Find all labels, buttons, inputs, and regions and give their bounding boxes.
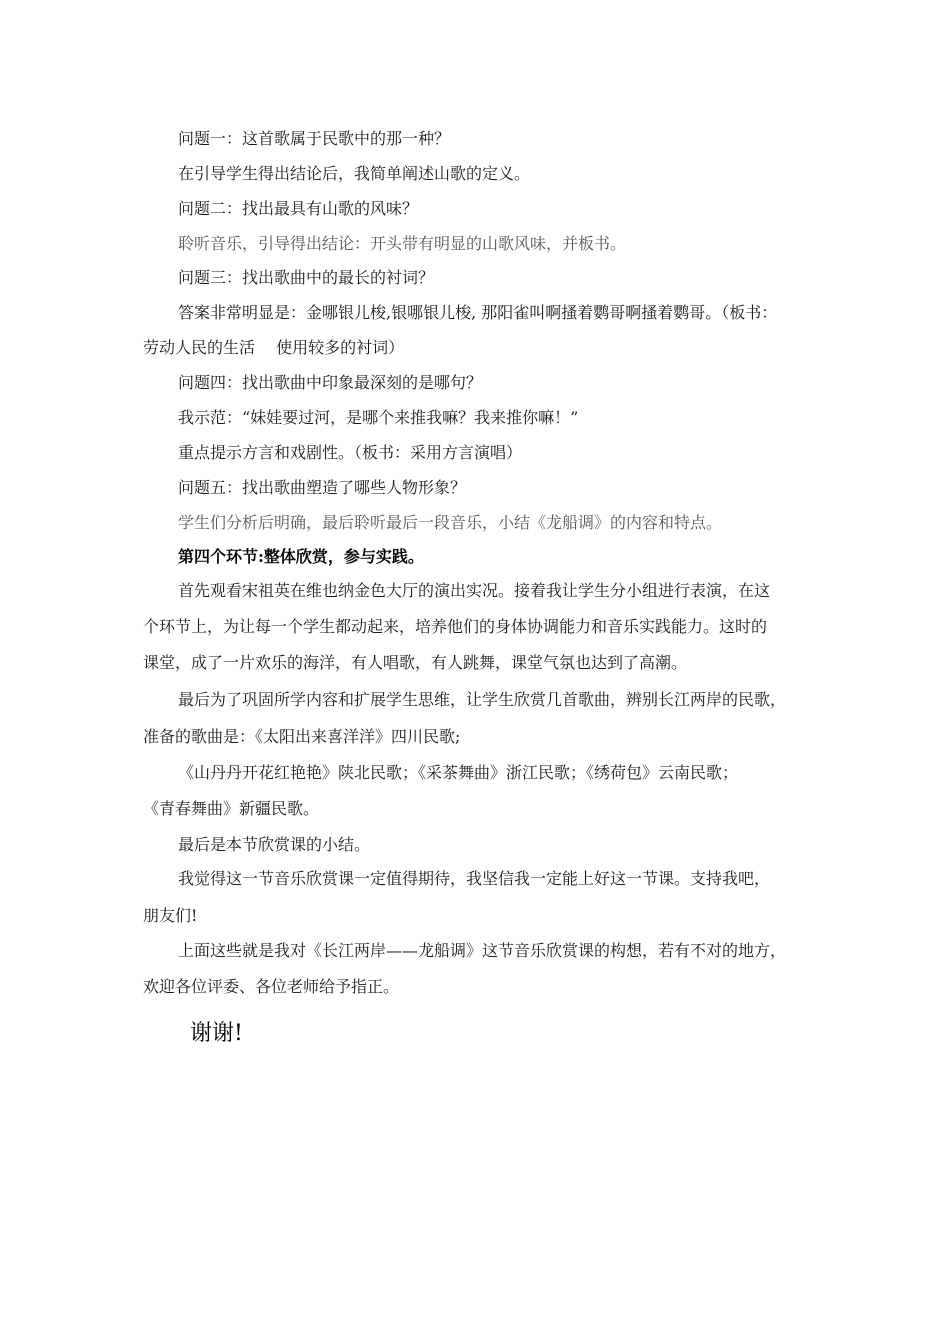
- paragraph-line: 欢迎各位评委、各位老师给予指正。: [143, 977, 400, 996]
- paragraph-line: 朋友们!: [143, 906, 198, 925]
- paragraph-line: 《青春舞曲》新疆民歌。: [143, 799, 320, 818]
- question-2: 问题二：找出最具有山歌的风味？: [178, 199, 419, 218]
- paragraph-line: 最后是本节欣赏课的小结。: [178, 835, 371, 854]
- question-4: 问题四：找出歌曲中印象最深刻的是哪句？: [178, 373, 483, 392]
- section-heading: 第四个环节:整体欣赏，参与实践。: [178, 547, 424, 566]
- paragraph-line: 《山丹丹开花红艳艳》陕北民歌；《采茶舞曲》浙江民歌；《绣荷包》云南民歌；: [178, 763, 739, 782]
- paragraph-line: 个环节上，为让每一个学生都动起来，培养他们的身体协调能力和音乐实践能力。这时的: [143, 617, 768, 636]
- closing-thanks: 谢谢!: [190, 1021, 243, 1046]
- paragraph-line: 重点提示方言和戏剧性。（板书：采用方言演唱）: [178, 443, 523, 462]
- paragraph-line: 我示范：“妹娃要过河，是哪个来推我嘛？我来推你嘛！”: [178, 408, 579, 427]
- paragraph-line: 最后为了巩固所学内容和扩展学生思维，让学生欣赏几首歌曲，辨别长江两岸的民歌，: [178, 690, 787, 709]
- paragraph-line: 上面这些就是我对《长江两岸——龙船调》这节音乐欣赏课的构想，若有不对的地方，: [178, 941, 787, 960]
- paragraph-line: 劳动人民的生活 使用较多的衬词）: [143, 338, 405, 357]
- paragraph-line: 在引导学生得出结论后，我简单阐述山歌的定义。: [178, 164, 531, 183]
- paragraph-line: 我觉得这一节音乐欣赏课一定值得期待，我坚信我一定能上好这一节课。支持我吧，: [178, 869, 771, 888]
- paragraph-line: 准备的歌曲是：《太阳出来喜洋洋》四川民歌;: [143, 727, 461, 746]
- paragraph-line: 聆听音乐，引导得出结论：开头带有明显的山歌风味，并板书。: [178, 234, 627, 253]
- paragraph-line: 课堂，成了一片欢乐的海洋，有人唱歌，有人跳舞，课堂气氛也达到了高潮。: [143, 653, 688, 672]
- paragraph-line: 答案非常明显是：金哪银儿梭,银哪银儿梭, 那阳雀叫啊搔着鹦哥啊搔着鹦哥。（板书：: [178, 303, 778, 322]
- question-3: 问题三：找出歌曲中的最长的衬词？: [178, 268, 435, 287]
- paragraph-line: 学生们分析后明确，最后聆听最后一段音乐，小结《龙船调》的内容和特点。: [178, 513, 723, 532]
- paragraph-line: 首先观看宋祖英在维也纳金色大厅的演出实况。接着我让学生分小组进行表演，在这: [178, 581, 771, 600]
- question-5: 问题五：找出歌曲塑造了哪些人物形象？: [178, 478, 467, 497]
- question-1: 问题一：这首歌属于民歌中的那一种？: [178, 129, 451, 148]
